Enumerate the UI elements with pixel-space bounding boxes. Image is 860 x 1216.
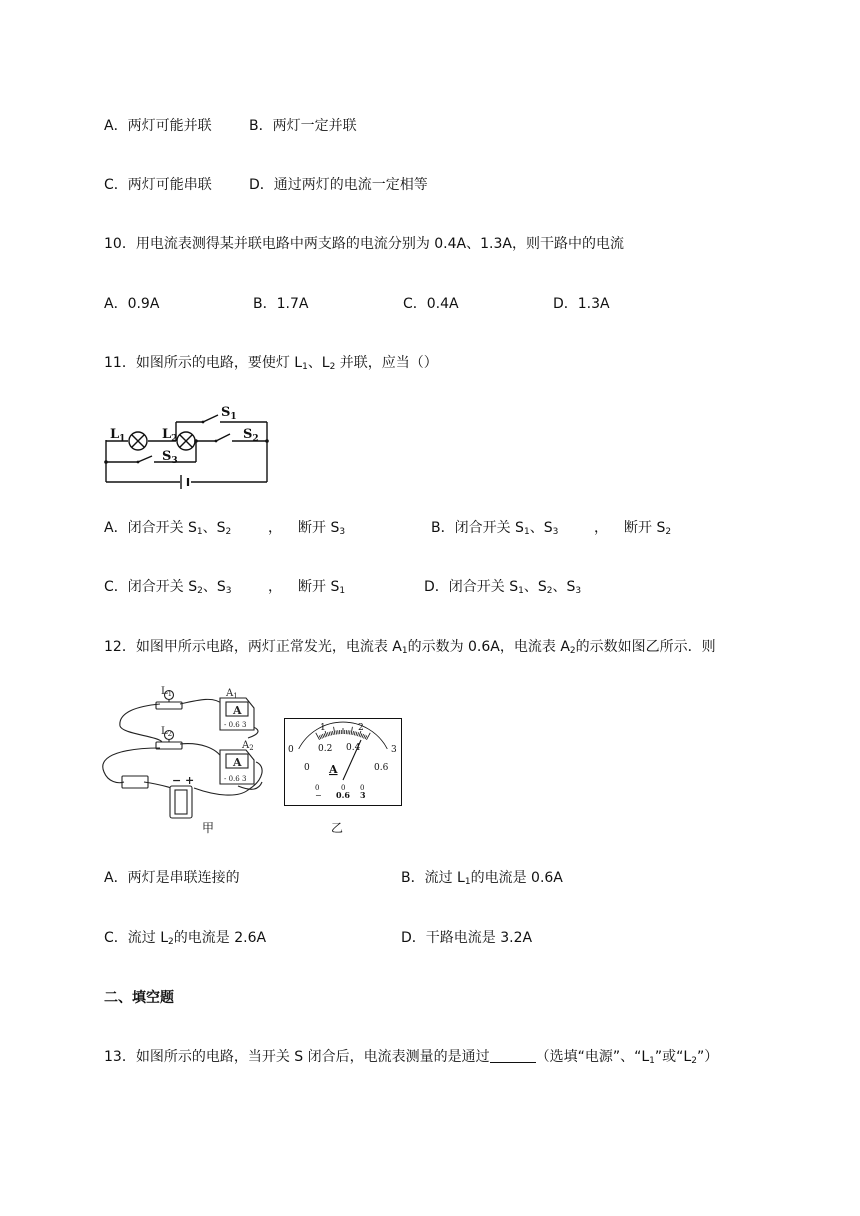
q12-stem: 12．如图甲所示电路，两灯正常发光，电流表 $A_1$的示数为 0.6A，电流表 $A_2$的示数如图乙所示．则 bbox=[104, 639, 716, 656]
section-title-fill-in: 二、填空题 bbox=[104, 990, 174, 1006]
q11-label-s3: $S_3$ bbox=[162, 449, 178, 466]
q12-yi-terminal-06-mark: 0 bbox=[341, 784, 346, 792]
q13-stem: 13．如图所示的电路，当开关 S 闭合后，电流表测量的是通过 （选填“电源”、“$L_1$”或“$L_2$”） bbox=[104, 1049, 719, 1066]
q12-yi-terminal-06: 0.6 bbox=[336, 790, 350, 800]
q10-option-d: D．1.3A bbox=[553, 296, 610, 312]
q12-jia-label-a2: $A_2$ bbox=[242, 740, 254, 752]
q12-yi-bottom-scale-3: 0.6 bbox=[374, 763, 389, 773]
q11-option-c: C．闭合开关 $S_2$、$S_3$ bbox=[104, 579, 232, 596]
q12-yi-unit: A bbox=[329, 763, 338, 776]
q12-jia-meter-a2-symbol: A bbox=[233, 756, 242, 769]
q9-option-c: C．两灯可能串联 bbox=[104, 177, 212, 193]
q12-yi-top-scale-2: 2 bbox=[358, 723, 364, 733]
q11-option-c-comma: ， bbox=[268, 579, 282, 595]
q12-yi-scale-tick bbox=[349, 730, 350, 734]
q9-option-b: B．两灯一定并联 bbox=[249, 118, 357, 134]
q11-label-s2: $S_2$ bbox=[243, 427, 259, 444]
q11-option-d: D．闭合开关 $S_1$、$S_2$、$S_3$ bbox=[424, 579, 582, 596]
q11-option-b-comma: ， bbox=[594, 520, 608, 536]
q12-option-b: B．流过 $L_1$的电流是 0.6A bbox=[401, 870, 563, 887]
q9-option-a: A．两灯可能并联 bbox=[104, 118, 212, 134]
q12-yi-bottom-scale-0: 0 bbox=[304, 763, 310, 773]
q12-option-d: D．干路电流是 3.2A bbox=[401, 930, 533, 946]
q10-stem: 10．用电流表测得某并联电路中两支路的电流分别为 0.4A、1.3A，则干路中的电流 bbox=[104, 236, 624, 252]
q12-yi-terminal-3-mark: 0 bbox=[360, 784, 365, 792]
q12-option-a: A．两灯是串联连接的 bbox=[104, 870, 240, 886]
q11-option-b: B．闭合开关 $S_1$、$S_3$ bbox=[431, 520, 559, 537]
q12-jia-battery-plus: + bbox=[185, 774, 195, 787]
q11-label-l1: $L_1$ bbox=[110, 427, 126, 444]
q11-option-a-comma: ， bbox=[268, 520, 282, 536]
q12-option-c: C．流过 $L_2$的电流是 2.6A bbox=[104, 930, 267, 947]
q12-figure-label-yi: 乙 bbox=[331, 821, 344, 835]
q11-label-s1: $S_1$ bbox=[221, 405, 237, 422]
q12-jia-label-l1: $L_1$ bbox=[161, 686, 173, 698]
q12-yi-terminal-3: 3 bbox=[360, 790, 366, 800]
q12-jia-label-l2: $L_2$ bbox=[161, 726, 173, 738]
q12-yi-top-scale-3: 3 bbox=[391, 745, 397, 755]
q12-jia-meter-a2-terminals: - 0.6 3 bbox=[224, 775, 247, 783]
q12-yi-top-scale-1: 1 bbox=[320, 723, 326, 733]
q12-figure-yi bbox=[284, 718, 402, 806]
q11-option-a-break: 断开 $S_3$ bbox=[298, 520, 346, 537]
q11-stem: 11．如图所示的电路，要使灯 $L_1$、$L_2$ 并联，应当（） bbox=[104, 355, 438, 372]
q12-jia-meter-a1-symbol: A bbox=[233, 704, 242, 717]
q12-yi-scale-tick bbox=[336, 730, 337, 734]
q12-yi-bottom-scale-1: 0.2 bbox=[318, 744, 333, 754]
q13-answer-blank[interactable] bbox=[490, 1048, 536, 1063]
q12-yi-terminal-minus-mark: 0 bbox=[315, 784, 320, 792]
q12-figure-label-jia: 甲 bbox=[202, 821, 215, 835]
q11-label-l2: $L_2$ bbox=[162, 427, 178, 444]
q12-jia-label-a1: $A_1$ bbox=[226, 688, 238, 700]
q12-jia-battery-minus: − bbox=[172, 774, 182, 787]
q11-option-b-break: 断开 $S_2$ bbox=[624, 520, 672, 537]
q12-yi-terminal-minus: − bbox=[315, 791, 322, 800]
q11-circuit-diagram bbox=[100, 400, 275, 490]
q9-option-d: D．通过两灯的电流一定相等 bbox=[249, 177, 428, 193]
q12-jia-meter-a1-terminals: - 0.6 3 bbox=[224, 721, 247, 729]
q10-option-c: C．0.4A bbox=[403, 296, 459, 312]
q11-option-c-break: 断开 $S_1$ bbox=[298, 579, 346, 596]
q12-yi-top-scale-0: 0 bbox=[288, 745, 294, 755]
q10-option-a: A．0.9A bbox=[104, 296, 160, 312]
q12-yi-bottom-scale-2: 0.4 bbox=[346, 743, 361, 753]
q11-option-a: A．闭合开关 $S_1$、$S_2$ bbox=[104, 520, 232, 537]
q12-figure-jia bbox=[98, 686, 270, 822]
q10-option-b: B．1.7A bbox=[253, 296, 309, 312]
